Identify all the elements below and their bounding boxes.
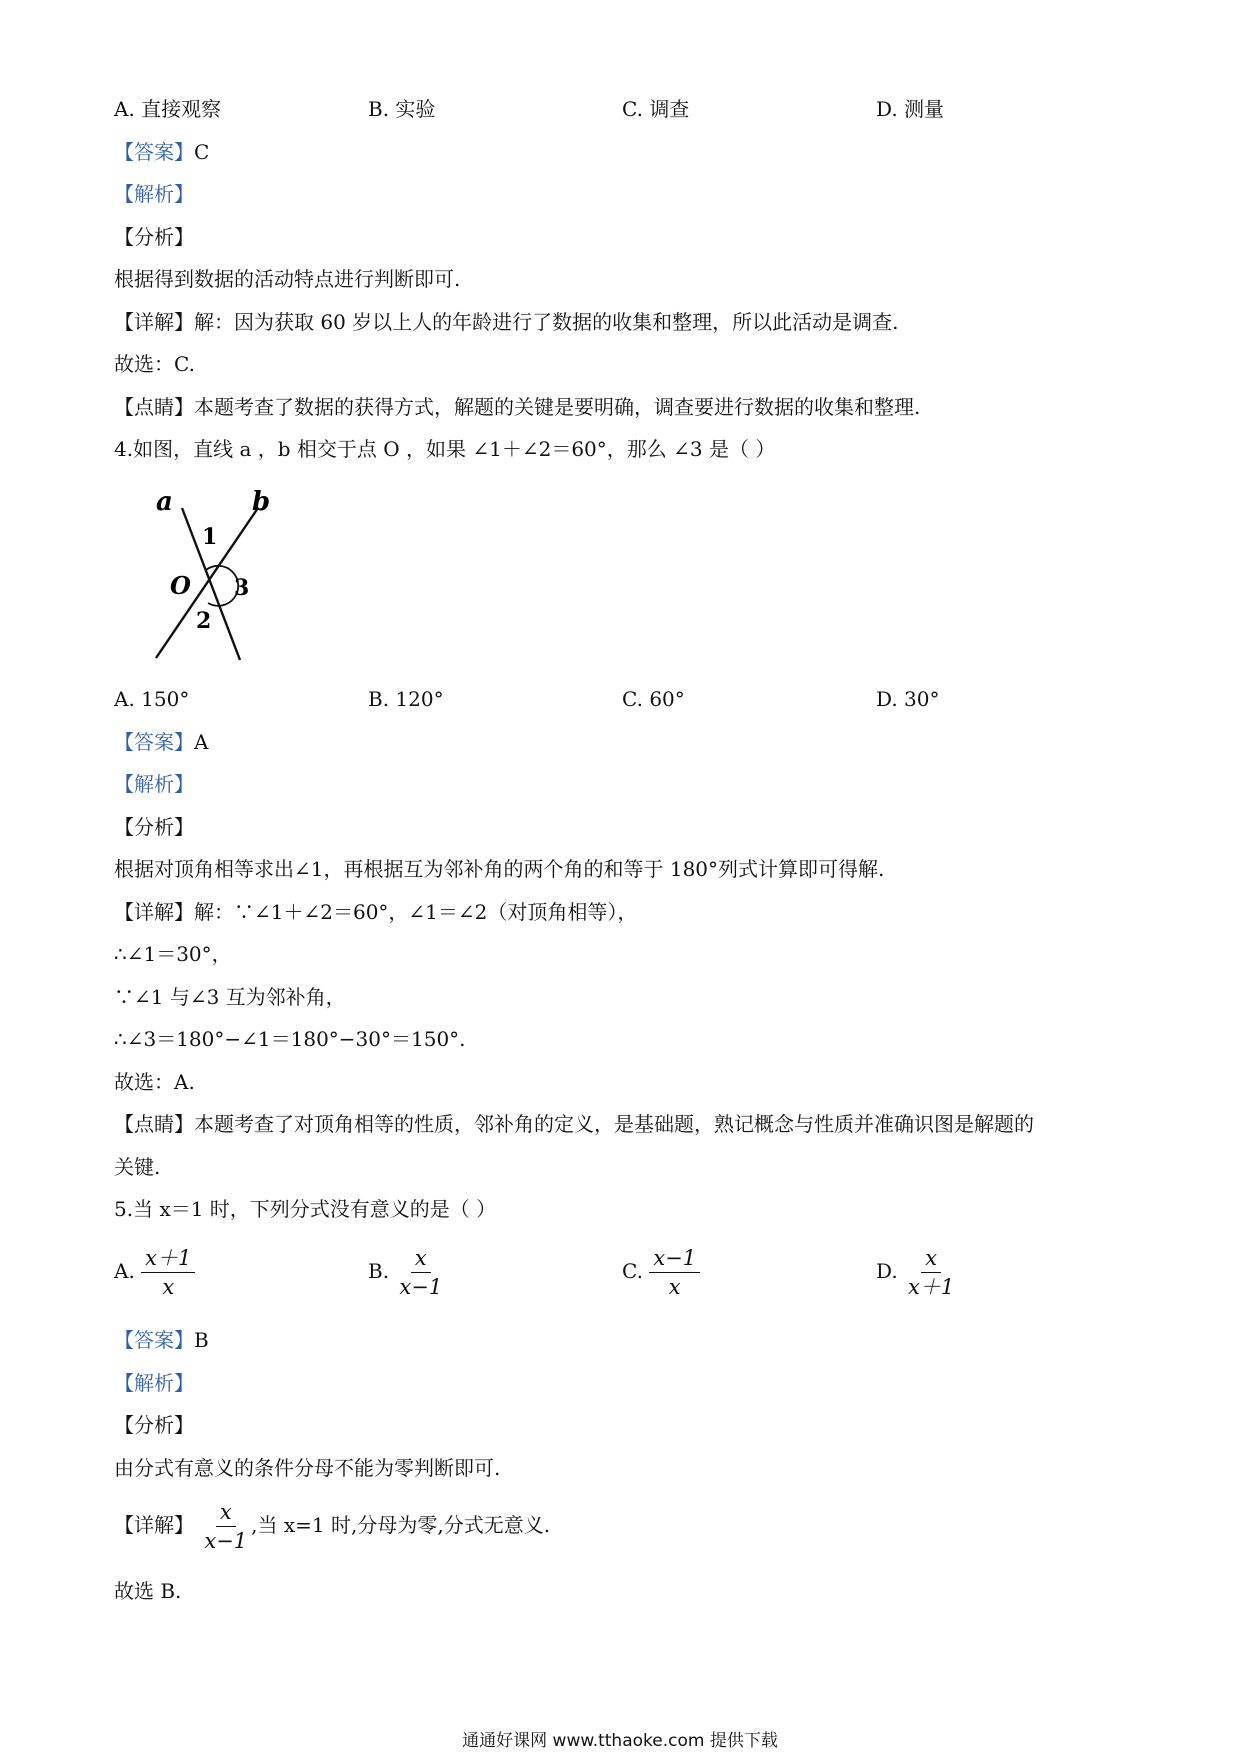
fraction: $\frac{x}{x-1}$ — [399, 1246, 443, 1299]
q5-option-d: D. $\frac{x}{x+1}$ — [876, 1246, 958, 1299]
q3-analysis-label: 【解析】 — [114, 182, 194, 206]
q5-option-c: C. $\frac{x-1}{x}$ — [622, 1246, 700, 1299]
q5-fenxi-label: 【分析】 — [114, 1413, 194, 1437]
q4-step-2: ∵∠1 与∠3 互为邻补角， — [114, 985, 346, 1009]
q4-dianjing-cont: 关键. — [114, 1155, 161, 1179]
label-1: 1 — [202, 524, 218, 550]
q3-detail: 【详解】解：因为获取 60 岁以上人的年龄进行了数据的收集和整理，所以此活动是调查. — [114, 310, 899, 334]
q4-analysis-label: 【解析】 — [114, 772, 194, 796]
fraction: $\frac{x+1}{x}$ — [141, 1246, 195, 1299]
q3-option-a: A. 直接观察 — [114, 97, 222, 121]
q3-option-c: C. 调查 — [622, 97, 690, 121]
q3-answer: 【答案】C — [114, 140, 210, 164]
label-b: b — [252, 487, 271, 517]
label-a: a — [156, 487, 173, 517]
q4-dianjing: 【点睛】本题考查了对顶角相等的性质，邻补角的定义，是基础题，熟记概念与性质并准确识图是解题的 — [114, 1112, 1034, 1136]
q5-stem: 5.当 x＝1 时，下列分式没有意义的是（ ） — [114, 1197, 497, 1221]
q4-option-b: B. 120° — [368, 687, 444, 711]
q4-step-1: ∴∠1＝30°， — [114, 942, 232, 966]
q4-option-a: A. 150° — [114, 687, 190, 711]
q5-detail: 【详解】 $\frac{x}{x-1}$ ,当 x=1 时,分母为零,分式无意义. — [114, 1500, 551, 1553]
q4-fenxi-label: 【分析】 — [114, 815, 194, 839]
label-3: 3 — [234, 575, 250, 601]
q3-option-d: D. 测量 — [876, 97, 945, 121]
q5-fenxi-text: 由分式有意义的条件分母不能为零判断即可. — [114, 1456, 501, 1480]
q3-dianjing: 【点睛】本题考查了数据的获得方式，解题的关键是要明确，调查要进行数据的收集和整理. — [114, 395, 921, 419]
q5-answer: 【答案】B — [114, 1328, 209, 1352]
fraction: $\frac{x}{x-1}$ — [204, 1500, 248, 1553]
q4-answer: 【答案】A — [114, 730, 209, 754]
intersecting-lines-figure — [140, 480, 300, 668]
page-footer: 通通好课网 www.tthaoke.com 提供下载 — [462, 1731, 778, 1751]
q3-fenxi-label: 【分析】 — [114, 225, 194, 249]
q4-option-c: C. 60° — [622, 687, 685, 711]
q5-option-b: B. $\frac{x}{x-1}$ — [368, 1246, 446, 1299]
label-2: 2 — [196, 608, 212, 634]
q3-option-b: B. 实验 — [368, 97, 436, 121]
fraction: $\frac{x-1}{x}$ — [649, 1246, 700, 1299]
q3-fenxi-text: 根据得到数据的活动特点进行判断即可. — [114, 267, 461, 291]
q4-step-3: ∴∠3＝180°−∠1＝180°−30°＝150°. — [114, 1027, 466, 1051]
q5-option-a: A. $\frac{x+1}{x}$ — [114, 1246, 195, 1299]
q4-fenxi-text: 根据对顶角相等求出∠1，再根据互为邻补角的两个角的和等于 180°列式计算即可得解. — [114, 857, 885, 881]
q4-detail: 【详解】解：∵∠1＋∠2＝60°，∠1＝∠2（对顶角相等）， — [114, 900, 638, 924]
q4-stem: 4.如图，直线 a ，b 相交于点 O ，如果 ∠1＋∠2＝60°，那么 ∠3 是（ ） — [114, 437, 776, 461]
q4-option-d: D. 30° — [876, 687, 940, 711]
q5-analysis-label: 【解析】 — [114, 1371, 194, 1395]
q3-choice: 故选：C. — [114, 352, 195, 376]
q4-choice: 故选：A. — [114, 1070, 195, 1094]
fraction: $\frac{x}{x+1}$ — [908, 1246, 955, 1299]
q5-choice: 故选 B. — [114, 1579, 182, 1603]
label-o: O — [170, 571, 191, 600]
